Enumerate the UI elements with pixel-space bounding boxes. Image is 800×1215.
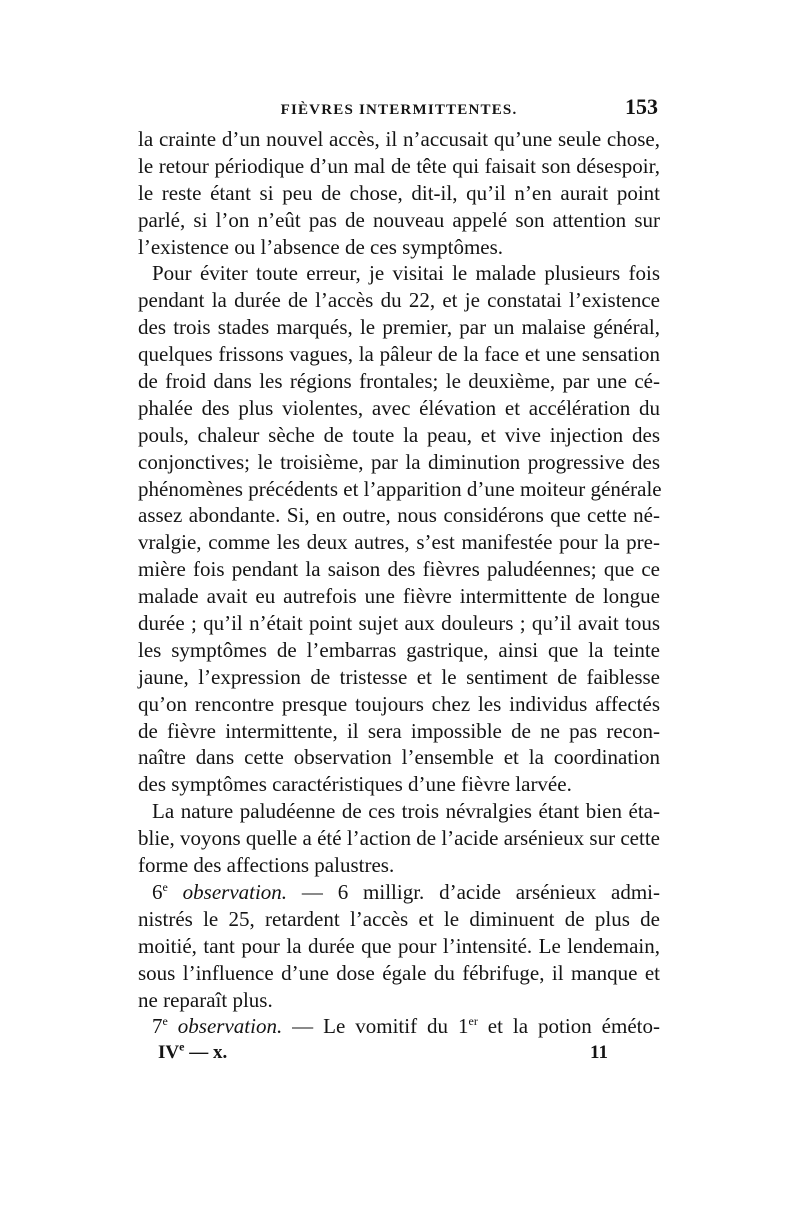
observation-number: 6 — [152, 879, 163, 904]
text-line: durée ; qu’il n’était point sujet aux douleurs ; qu’il avait tous — [138, 611, 660, 636]
observation-number: 7 — [152, 1014, 163, 1039]
text-line: sous l’influence d’une dose égale du fébrifuge, il manque et — [138, 960, 660, 985]
text-line: jaune, l’expression de tristesse et le sentiment de faiblesse — [138, 664, 660, 689]
text-fragment: — 6 milligr. d’acide arsénieux admi- — [287, 879, 660, 904]
text-fragment: — Le vomitif du 1 — [282, 1014, 469, 1039]
observation-6-heading-line — [138, 879, 660, 906]
text-line: des trois stades marqués, le premier, par un malaise général, — [138, 315, 660, 340]
text-line: phalée des plus violentes, avec élévation et accélération du — [138, 395, 660, 420]
running-head — [138, 94, 660, 124]
text-line: assez abondante. Si, en outre, nous considérons que cette né- — [138, 503, 660, 528]
text-line: de froid dans les régions frontales; le deuxième, par une cé- — [138, 369, 660, 394]
text-line: le retour périodique d’un mal de tête qui faisait son désespoir, — [138, 153, 660, 178]
text-line: nistrés le 25, retardent l’accès et le diminuent de plus de — [138, 906, 660, 931]
signature-rest: — x. — [184, 1042, 228, 1063]
text-line: pouls, chaleur sèche de toute la peau, et vive injection des — [138, 422, 660, 447]
text-line: quelques frissons vagues, la pâleur de la face et une sensation — [138, 342, 660, 367]
page-number: 153 — [625, 94, 658, 119]
running-title: FIÈVRES INTERMITTENTES. — [280, 102, 518, 118]
signature-base: IV — [158, 1042, 180, 1063]
observation-label: observation. — [182, 879, 288, 904]
gathering-number: 11 — [590, 1042, 608, 1063]
text-line: Pour éviter toute erreur, je visitai le malade plusieurs fois — [152, 261, 660, 286]
text-line: pendant la durée de l’accès du 22, et je constatai l’existence — [138, 288, 660, 313]
signature-sup: e — [179, 1039, 185, 1054]
observation-7-heading-line — [138, 1013, 660, 1040]
signature-mark — [158, 1039, 228, 1064]
text-line: La nature paludéenne de ces trois névralgies étant bien éta- — [152, 799, 660, 824]
text-line: forme des affections palustres. — [138, 853, 395, 878]
ordinal-suffix: e — [162, 1014, 168, 1029]
text-line: conjonctives; le troisième, par la diminution progressive des — [138, 449, 660, 474]
text-line: parlé, si l’on n’eût pas de nouveau appelé son attention sur — [138, 207, 660, 232]
observation-label: observation. — [177, 1014, 283, 1039]
text-line: la crainte d’un nouvel accès, il n’accusait qu’une seule chose, — [138, 127, 660, 151]
body-text — [138, 126, 660, 1040]
text-fragment: et la potion éméto- — [477, 1014, 660, 1039]
text-line: qu’on rencontre presque toujours chez les individus affectés — [138, 691, 660, 716]
text-line: naître dans cette observation l’ensemble et la coordination — [138, 745, 660, 770]
text-line: des symptômes caractéristiques d’une fièvre larvée. — [138, 772, 572, 797]
text-line: l’existence ou l’absence de ces symptômes. — [138, 234, 504, 259]
text-line: de fièvre intermittente, il sera impossible de ne pas recon- — [138, 718, 660, 743]
text-line: le reste étant si peu de chose, dit-il, qu’il n’en aurait point — [138, 180, 660, 205]
text-line: ne reparaît plus. — [138, 987, 273, 1012]
text-line: moitié, tant pour la durée que pour l’intensité. Le lendemain, — [138, 933, 660, 958]
text-line: malade avait eu autrefois une fièvre intermittente de longue — [138, 584, 660, 609]
text-line: blie, voyons quelle a été l’action de l’acide arsénieux sur cette — [138, 826, 660, 851]
text-line: les symptômes de l’embarras gastrique, ainsi que la teinte — [138, 637, 660, 662]
ordinal-suffix: er — [468, 1014, 478, 1029]
text-line: phénomènes précédents et l’apparition d’une moiteur générale — [138, 476, 662, 501]
ordinal-suffix: e — [162, 879, 168, 894]
text-line: mière fois pendant la saison des fièvres paludéennes; que ce — [138, 557, 660, 582]
text-line: vralgie, comme les deux autres, s’est manifestée pour la pre- — [138, 530, 660, 555]
page-footer — [158, 1039, 608, 1072]
